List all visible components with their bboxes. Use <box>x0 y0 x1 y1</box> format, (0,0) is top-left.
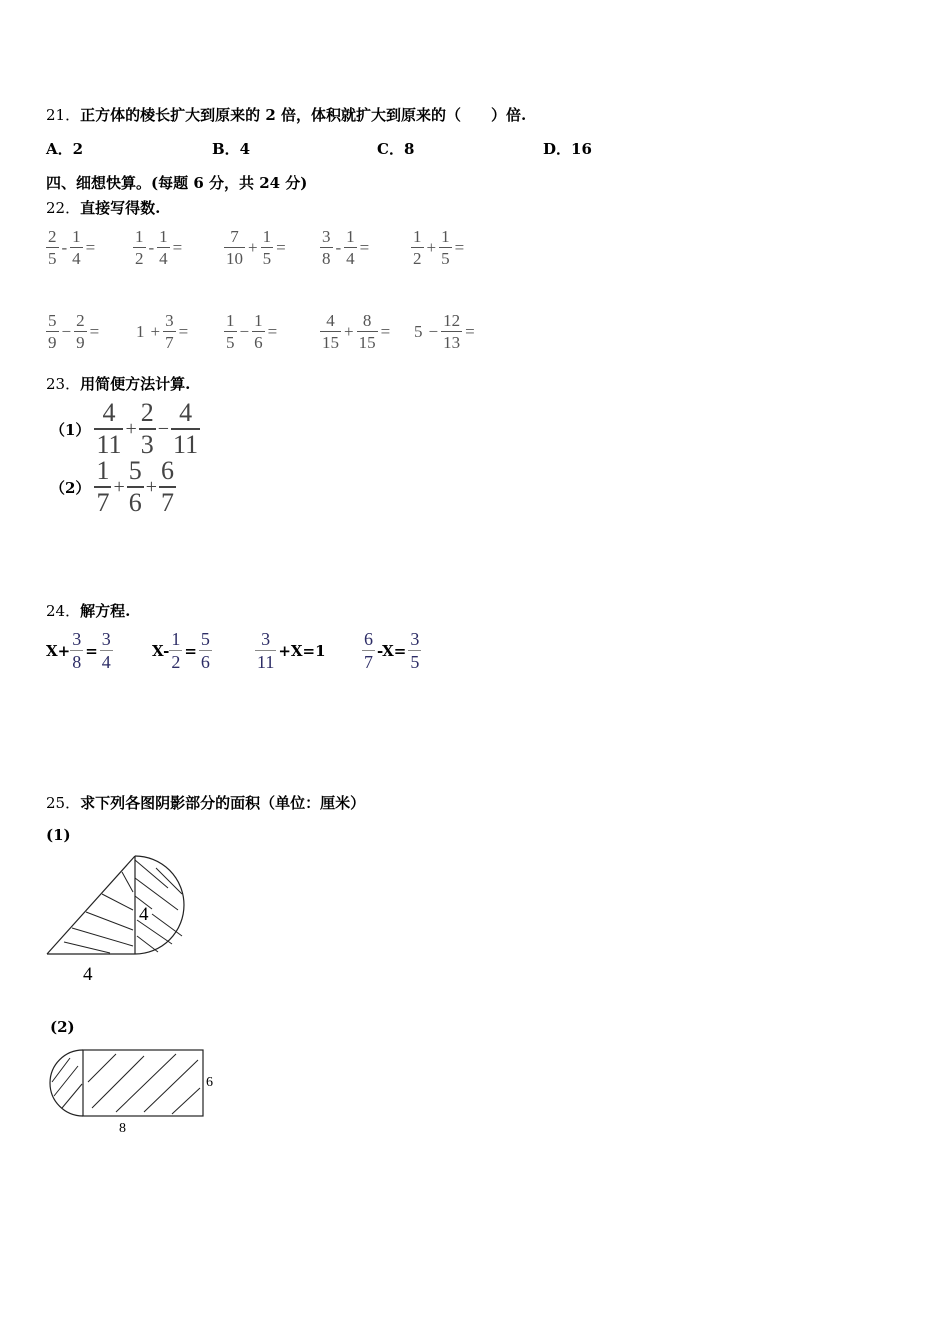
q22-text: 直接写得数. <box>80 199 161 217</box>
q24-fraction-1 <box>169 630 182 671</box>
q24-middle: = <box>184 641 197 660</box>
fig2-semicircle <box>50 1050 83 1116</box>
q22-row1-operator: - <box>148 237 155 257</box>
q24-fraction-2 <box>199 630 212 671</box>
q22-row2-equals: = <box>178 321 189 341</box>
q24-fraction-2-numerator: 3 <box>101 629 111 649</box>
q22-row1-item <box>411 228 467 267</box>
q24-fraction-2-denominator: 5 <box>410 652 420 672</box>
q21-text: 正方体的棱长扩大到原来的 2 倍，体积就扩大到原来的（ ）倍. <box>80 106 527 124</box>
q24-fraction-2-denominator: 4 <box>101 652 111 672</box>
q23-fraction-denominator: 7 <box>161 488 174 517</box>
q24-fraction-1 <box>255 630 276 671</box>
q21-stem <box>46 104 526 125</box>
q22-row2-term-a-numerator: 4 <box>326 311 335 330</box>
q22-row1-term-b-denominator: 4 <box>346 249 355 268</box>
figure-1 <box>40 848 200 988</box>
q23-fraction <box>159 458 176 516</box>
q24-fraction-1 <box>362 630 375 671</box>
q23-item <box>50 400 200 458</box>
q22-row2-term-b-numerator: 8 <box>362 311 372 330</box>
q21-option-b: B．4 <box>212 140 251 158</box>
q22-row2-term-b-numerator: 1 <box>254 311 263 330</box>
q24-fraction-1-denominator: 2 <box>171 652 181 672</box>
q23-operator: + <box>145 475 157 498</box>
q23-fraction-numerator: 4 <box>102 398 116 427</box>
q22-row1-term-b-numerator: 1 <box>262 227 272 246</box>
q22-row2-term-a: 5 <box>414 321 423 341</box>
q22-row2-term-b <box>163 312 176 351</box>
q22-row1-term-b-numerator: 1 <box>346 227 355 246</box>
q24-fraction-1-numerator: 3 <box>261 629 271 649</box>
q23-fraction-denominator: 6 <box>128 488 142 517</box>
q23-fraction-numerator: 6 <box>161 456 174 485</box>
q22-row1-term-a-numerator: 2 <box>48 227 57 246</box>
q22-row1-term-a-denominator: 2 <box>413 249 422 268</box>
q24-middle: +X=1 <box>278 641 326 660</box>
q24-prefix: X- <box>152 641 170 660</box>
q23-fraction <box>127 458 144 516</box>
q22-row2-term-a <box>320 312 341 351</box>
q22-row2-term-a-numerator: 5 <box>48 311 57 330</box>
q22-row2-term-a-denominator: 15 <box>322 333 339 352</box>
q24-fraction-1-numerator: 1 <box>171 629 181 649</box>
q22-row2-term-b-denominator: 6 <box>254 333 263 352</box>
q22-row1-term-b-denominator: 5 <box>262 249 272 268</box>
q22-row1-term-a-numerator: 3 <box>322 227 331 246</box>
q22-row2-operator: − <box>428 321 439 341</box>
q24-stem <box>46 600 130 621</box>
q22-row1-item <box>133 228 185 267</box>
q23-expression <box>94 400 200 458</box>
q23-item-label: （1） <box>50 420 91 439</box>
q22-row1-term-b-denominator: 4 <box>72 249 81 268</box>
q22-row1-equals: = <box>85 237 96 257</box>
q22-row2-term-a <box>224 312 237 351</box>
q22-row1-term-a-numerator: 1 <box>135 227 144 246</box>
fig1-label: (1) <box>46 826 71 844</box>
q23-stem <box>46 373 190 394</box>
q24-equation <box>46 630 113 671</box>
q22-row1-term-a-denominator: 8 <box>322 249 331 268</box>
q22-row1-term-a-denominator: 10 <box>226 249 243 268</box>
q22-row2-term-a-denominator: 5 <box>226 333 235 352</box>
q22-row1-term-b <box>261 228 274 267</box>
q22-row2-item <box>320 312 393 351</box>
q22-row1-term-a <box>224 228 245 267</box>
q22-row1-operator: - <box>61 237 68 257</box>
q23-operator: + <box>113 475 125 498</box>
q22-row1-term-b <box>344 228 357 267</box>
fig2-length-label: 8 <box>119 1121 126 1136</box>
q24-fraction-1-denominator: 8 <box>72 652 82 672</box>
q21-option-a: A．2 <box>46 140 84 158</box>
section-4-title: 四、细想快算。(每题 6 分，共 24 分) <box>46 174 308 192</box>
q24-fraction-2-numerator: 3 <box>410 629 420 649</box>
fig2-rectangle <box>83 1050 203 1116</box>
q24-equation <box>255 630 328 671</box>
q22-row1-term-b-numerator: 1 <box>159 227 168 246</box>
q23-number: 23． <box>46 375 81 393</box>
fig1-hatching <box>64 860 182 953</box>
q25-stem <box>46 792 365 813</box>
q22-row1-term-a-denominator: 2 <box>135 249 144 268</box>
fig1-base-label: 4 <box>83 964 93 985</box>
q22-row2-item <box>133 312 191 351</box>
q22-number: 22． <box>46 199 81 217</box>
q22-row1-term-b-numerator: 1 <box>441 227 450 246</box>
q23-fraction <box>94 458 111 516</box>
q22-row2-term-b-numerator: 12 <box>443 311 461 330</box>
q22-row1-equals: = <box>276 237 286 257</box>
q24-fraction-2-denominator: 6 <box>200 652 210 672</box>
q24-number: 24． <box>46 602 81 620</box>
q23-fraction-denominator: 11 <box>96 430 122 459</box>
q22-row2-term-b <box>74 312 87 351</box>
q24-fraction-1 <box>70 630 83 671</box>
q22-row1-operator: + <box>248 237 258 257</box>
q23-fraction-denominator: 7 <box>96 488 110 517</box>
q22-row2-operator: − <box>61 321 72 341</box>
q24-equation <box>362 630 421 671</box>
q25-text: 求下列各图阴影部分的面积（单位：厘米） <box>80 794 366 812</box>
q24-fraction-2-numerator: 5 <box>200 629 210 649</box>
q23-text: 用简便方法计算. <box>80 375 191 393</box>
q24-middle: = <box>85 641 98 660</box>
q21-option-d: D．16 <box>543 140 592 158</box>
q22-row1-term-a <box>320 228 333 267</box>
q22-row2-equals: = <box>465 321 475 341</box>
q22-row1-operator: - <box>335 237 342 257</box>
fig1-side-label: 4 <box>139 904 149 925</box>
q22-stem <box>46 197 160 218</box>
q22-row2-equals: = <box>267 321 278 341</box>
q24-fraction-2 <box>408 630 421 671</box>
q22-row2-term-b-numerator: 3 <box>165 311 174 330</box>
q22-row1-term-b <box>157 228 170 267</box>
q22-row1-operator: + <box>426 237 437 257</box>
q22-row1-term-b-denominator: 4 <box>159 249 168 268</box>
q23-fraction <box>171 400 200 458</box>
q24-text: 解方程. <box>80 602 131 620</box>
q22-row2-item <box>411 312 478 351</box>
fig2-hatching <box>52 1054 200 1114</box>
q22-row2-term-b <box>357 312 378 351</box>
q23-operator: + <box>125 417 137 440</box>
q24-fraction-2 <box>100 630 113 671</box>
q24-fraction-1-denominator: 11 <box>257 652 275 672</box>
q22-row1-item <box>320 228 372 267</box>
q25-number: 25． <box>46 794 81 812</box>
q22-row1-item <box>224 228 289 267</box>
fig2-label: (2) <box>50 1018 75 1036</box>
q24-prefix: X+ <box>46 641 71 660</box>
q22-row2-term-a-denominator: 9 <box>48 333 57 352</box>
q24-equation <box>152 630 212 671</box>
q22-row2-term-b <box>252 312 265 351</box>
q22-row1-term-b <box>439 228 452 267</box>
q24-middle: -X= <box>377 641 407 660</box>
q22-row2-equals: = <box>89 321 100 341</box>
q22-row1-equals: = <box>359 237 370 257</box>
q22-row1-term-b-denominator: 5 <box>441 249 450 268</box>
q22-row1-term-b <box>70 228 83 267</box>
q22-row2-term-b-denominator: 7 <box>165 333 174 352</box>
q22-row2-term-a <box>46 312 59 351</box>
q22-row1-term-a-denominator: 5 <box>48 249 57 268</box>
q24-fraction-1-denominator: 7 <box>364 652 373 672</box>
q21-option-c: C．8 <box>377 140 415 158</box>
q22-row2-item <box>46 312 102 351</box>
q22-row2-term-b-denominator: 9 <box>76 333 85 352</box>
q24-fraction-1-numerator: 6 <box>364 629 373 649</box>
q22-row2-operator: + <box>344 321 354 341</box>
q22-row2-term-a-numerator: 1 <box>226 311 235 330</box>
q23-expression <box>94 458 176 516</box>
fig2-height-label: 6 <box>206 1075 213 1090</box>
q22-row2-equals: = <box>380 321 391 341</box>
q24-fraction-1-numerator: 3 <box>72 629 82 649</box>
q23-fraction <box>94 400 123 458</box>
q23-fraction-numerator: 2 <box>140 398 154 427</box>
q22-row2-term-b-denominator: 15 <box>358 333 376 352</box>
q22-row1-term-a <box>133 228 146 267</box>
q22-row1-term-a-numerator: 7 <box>230 227 239 246</box>
q23-fraction-denominator: 3 <box>140 430 154 459</box>
q22-row2-term-b <box>441 312 462 351</box>
q22-row1-equals: = <box>454 237 465 257</box>
q22-row1-term-b-numerator: 1 <box>72 227 81 246</box>
q23-fraction-numerator: 4 <box>179 398 193 427</box>
q22-row2-term-b-numerator: 2 <box>76 311 85 330</box>
q22-row2-term-b-denominator: 13 <box>443 333 461 352</box>
q23-operator: − <box>157 417 170 440</box>
q22-row1-item <box>46 228 98 267</box>
q22-row1-term-a-numerator: 1 <box>413 227 422 246</box>
q23-fraction-numerator: 1 <box>96 456 110 485</box>
q22-row1-term-a <box>46 228 59 267</box>
q23-fraction-denominator: 11 <box>173 430 199 459</box>
q22-row2-operator: − <box>239 321 250 341</box>
q23-fraction <box>139 400 156 458</box>
q22-row2-operator: + <box>150 321 161 341</box>
figure-2 <box>40 1042 230 1142</box>
q23-fraction-numerator: 5 <box>128 456 142 485</box>
fig1-triangle-hypotenuse <box>47 856 135 954</box>
q21-number: 21． <box>46 106 81 124</box>
q23-item <box>50 458 176 516</box>
q22-row2-term-a: 1 <box>136 321 145 341</box>
q22-row1-term-a <box>411 228 424 267</box>
q23-item-label: （2） <box>50 478 91 497</box>
q22-row1-equals: = <box>172 237 183 257</box>
q22-row2-item <box>224 312 280 351</box>
